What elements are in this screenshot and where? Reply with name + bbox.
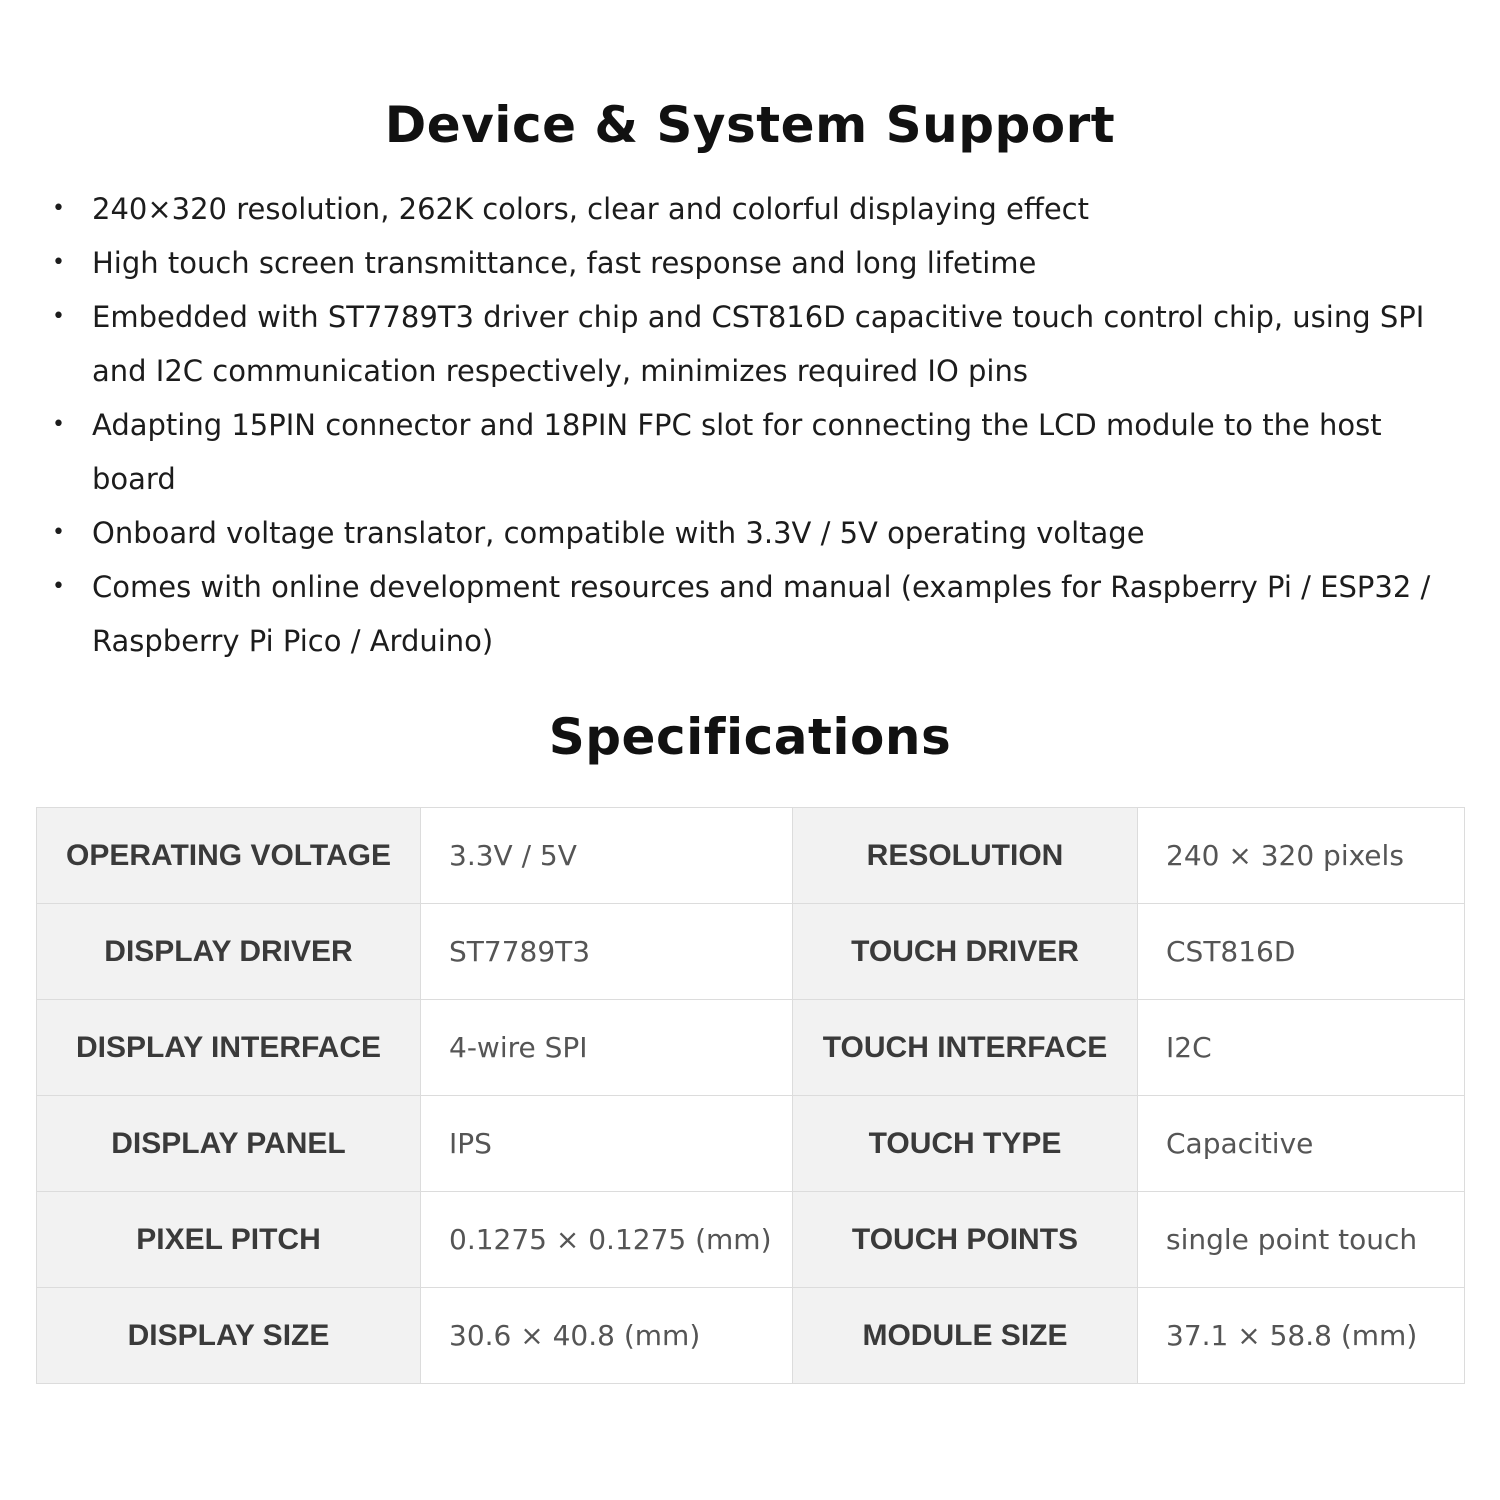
table-row: [37, 1288, 1465, 1384]
spec-value: 0.1275 × 0.1275 (mm): [421, 1192, 793, 1288]
feature-text: Adapting 15PIN connector and 18PIN FPC slot for connecting the LCD module to the host board: [92, 408, 1382, 496]
bullet-icon: •: [52, 196, 65, 221]
spec-value: I2C: [1138, 1000, 1465, 1096]
table-row: [37, 1096, 1465, 1192]
spec-label: DISPLAY INTERFACE: [37, 1000, 421, 1096]
bullet-icon: •: [52, 412, 65, 437]
spec-label: DISPLAY DRIVER: [37, 904, 421, 1000]
table-row: [37, 808, 1465, 904]
feature-text: High touch screen transmittance, fast response and long lifetime: [92, 246, 1037, 280]
feature-text: Embedded with ST7789T3 driver chip and CST816D capacitive touch control chip, using SPI and I2C communication respectively, minimizes required IO pins: [92, 300, 1425, 388]
spec-label: TOUCH POINTS: [793, 1192, 1138, 1288]
feature-list: [0, 182, 1500, 668]
spec-label: TOUCH DRIVER: [793, 904, 1138, 1000]
bullet-icon: •: [52, 304, 65, 329]
spec-value: 30.6 × 40.8 (mm): [421, 1288, 793, 1384]
spec-value: CST816D: [1138, 904, 1465, 1000]
feature-item: [0, 236, 1500, 290]
spec-label: PIXEL PITCH: [37, 1192, 421, 1288]
spec-label: RESOLUTION: [793, 808, 1138, 904]
feature-text: 240×320 resolution, 262K colors, clear and colorful displaying effect: [92, 192, 1089, 226]
bullet-icon: •: [52, 250, 65, 275]
spec-value: 4-wire SPI: [421, 1000, 793, 1096]
support-section-title: Device & System Support: [384, 96, 1116, 154]
spec-value: Capacitive: [1138, 1096, 1465, 1192]
specifications-section-title: Specifications: [548, 708, 952, 766]
spec-label: TOUCH TYPE: [793, 1096, 1138, 1192]
spec-label: DISPLAY PANEL: [37, 1096, 421, 1192]
spec-value: 240 × 320 pixels: [1138, 808, 1465, 904]
table-row: [37, 1000, 1465, 1096]
spec-value: ST7789T3: [421, 904, 793, 1000]
spec-value: IPS: [421, 1096, 793, 1192]
feature-item: [0, 182, 1500, 236]
feature-text: Comes with online development resources and manual (examples for Raspberry Pi / ESP32 / Raspberry Pi Pico / Arduino): [92, 570, 1431, 658]
spec-value: 37.1 × 58.8 (mm): [1138, 1288, 1465, 1384]
feature-item: [0, 560, 1500, 668]
spec-value: single point touch: [1138, 1192, 1465, 1288]
spec-label: MODULE SIZE: [793, 1288, 1138, 1384]
feature-item: [0, 506, 1500, 560]
spec-label: DISPLAY SIZE: [37, 1288, 421, 1384]
feature-item: [0, 398, 1500, 506]
table-row: [37, 1192, 1465, 1288]
spec-value: 3.3V / 5V: [421, 808, 793, 904]
specifications-table: [36, 807, 1465, 1384]
spec-label: TOUCH INTERFACE: [793, 1000, 1138, 1096]
feature-text: Onboard voltage translator, compatible with 3.3V / 5V operating voltage: [92, 516, 1145, 550]
bullet-icon: •: [52, 574, 65, 599]
table-row: [37, 904, 1465, 1000]
bullet-icon: •: [52, 520, 65, 545]
feature-item: [0, 290, 1500, 398]
spec-label: OPERATING VOLTAGE: [37, 808, 421, 904]
